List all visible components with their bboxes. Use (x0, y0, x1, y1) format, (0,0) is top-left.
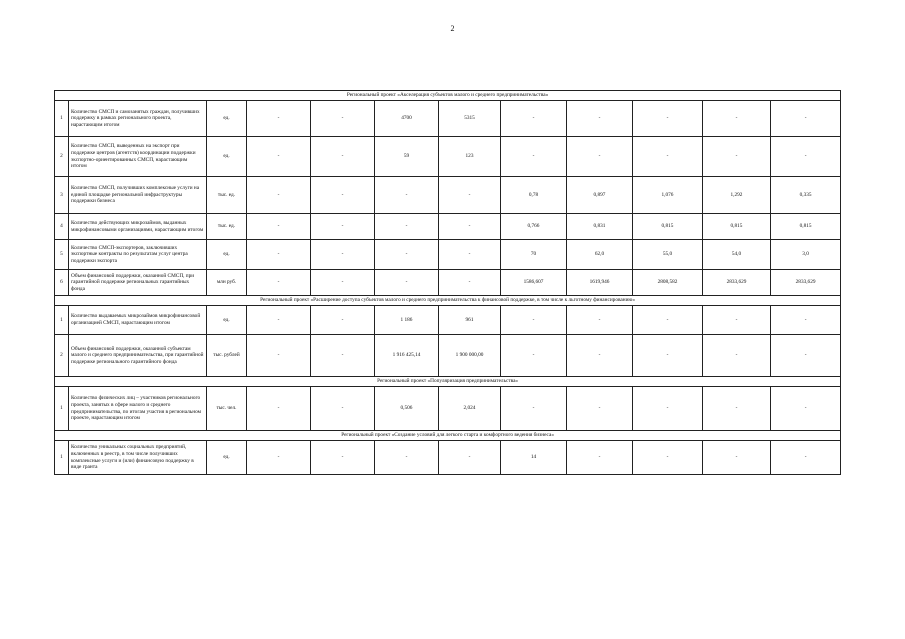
value-cell: - (633, 101, 703, 137)
value-cell: - (247, 240, 311, 270)
value-cell: - (311, 101, 375, 137)
table-row (55, 177, 841, 214)
value-cell: 0,335 (771, 177, 841, 214)
indicator-name: Объем финансовой поддержки, оказанной субъектам малого и среднего предпринимательства, при гарантийной поддержке регионального гарантийного фонда (69, 335, 207, 377)
value-cell: 1 900 000,00 (439, 335, 501, 377)
value-cell: 2808,582 (633, 270, 703, 296)
indicators-table (54, 90, 841, 475)
value-cell: - (633, 335, 703, 377)
value-cell: - (247, 441, 311, 475)
value-cell: 1 186 (375, 306, 439, 335)
unit-cell: ед. (207, 137, 247, 177)
indicator-name: Количество СМСП, выведенных на экспорт при поддержке центров (агентств) координации поддержки экспортно-ориентированных СМСП, нарастающим итогом (69, 137, 207, 177)
value-cell: - (633, 306, 703, 335)
section-header-row (55, 91, 841, 101)
value-cell: 54,0 (703, 240, 771, 270)
table-row (55, 306, 841, 335)
value-cell: - (633, 387, 703, 431)
value-cell: 961 (439, 306, 501, 335)
value-cell: - (439, 270, 501, 296)
value-cell: 0,78 (501, 177, 567, 214)
section-header-row (55, 296, 841, 306)
value-cell: 0,506 (375, 387, 439, 431)
value-cell: - (439, 441, 501, 475)
value-cell: - (375, 240, 439, 270)
unit-cell: ед. (207, 240, 247, 270)
value-cell: - (247, 306, 311, 335)
value-cell: - (703, 441, 771, 475)
unit-cell: ед. (207, 441, 247, 475)
section-title: Региональный проект «Расширение доступа субъектов малого и среднего предпринимательства к финансовой поддержке, в том числе к льготному финансированию» (55, 296, 841, 306)
value-cell: - (567, 137, 633, 177)
value-cell: - (567, 335, 633, 377)
value-cell: - (771, 137, 841, 177)
value-cell: - (501, 137, 567, 177)
value-cell: 1619,946 (567, 270, 633, 296)
value-cell: - (247, 214, 311, 240)
value-cell: - (439, 214, 501, 240)
unit-cell: млн руб. (207, 270, 247, 296)
unit-cell: тыс. рублей (207, 335, 247, 377)
value-cell: - (311, 177, 375, 214)
value-cell: - (311, 240, 375, 270)
value-cell: - (247, 270, 311, 296)
value-cell: 0,815 (633, 214, 703, 240)
value-cell: - (501, 101, 567, 137)
unit-cell: тыс. чел. (207, 387, 247, 431)
section-title: Региональный проект «Создание условий для легкого старта и комфортного ведения бизнеса» (55, 431, 841, 441)
value-cell: 0,831 (567, 214, 633, 240)
row-number: 1 (55, 306, 69, 335)
section-title: Региональный проект «Акселерация субъектов малого и среднего предпринимательства» (55, 91, 841, 101)
indicator-name: Количество СМСП-экспортеров, заключивших экспортные контракты по результатам услуг центра поддержки экспорта (69, 240, 207, 270)
section-header-row (55, 431, 841, 441)
value-cell: 0,815 (703, 214, 771, 240)
row-number: 6 (55, 270, 69, 296)
table-row (55, 441, 841, 475)
indicator-name: Объем финансовой поддержки, оказанной СМСП, при гарантийной поддержке региональных гарантийных фонда (69, 270, 207, 296)
value-cell: - (247, 137, 311, 177)
row-number: 3 (55, 177, 69, 214)
unit-cell: тыс. ед. (207, 214, 247, 240)
value-cell: - (375, 441, 439, 475)
unit-cell: ед. (207, 101, 247, 137)
value-cell: 4700 (375, 101, 439, 137)
value-cell: 1,076 (633, 177, 703, 214)
value-cell: 0,766 (501, 214, 567, 240)
value-cell: - (311, 441, 375, 475)
value-cell: - (703, 387, 771, 431)
value-cell: - (311, 387, 375, 431)
section-title: Региональный проект «Популяризация предпринимательства» (55, 377, 841, 387)
value-cell: 0,897 (567, 177, 633, 214)
value-cell: - (567, 306, 633, 335)
value-cell: - (501, 387, 567, 431)
value-cell: 14 (501, 441, 567, 475)
indicator-name: Количество уникальных социальных предприятий, включенных в реестр, в том числе получивших комплексные услуги и (или) финансовую поддержку в виде гранта (69, 441, 207, 475)
value-cell: - (771, 335, 841, 377)
value-cell: - (311, 270, 375, 296)
value-cell: 3,0 (771, 240, 841, 270)
value-cell: - (311, 306, 375, 335)
value-cell: - (247, 177, 311, 214)
row-number: 2 (55, 137, 69, 177)
value-cell: - (771, 101, 841, 137)
value-cell: - (311, 335, 375, 377)
value-cell: - (311, 214, 375, 240)
value-cell: 1 916 425,14 (375, 335, 439, 377)
value-cell: - (703, 306, 771, 335)
table-row (55, 137, 841, 177)
value-cell: 0,815 (771, 214, 841, 240)
value-cell: - (703, 101, 771, 137)
table-row (55, 270, 841, 296)
table-row (55, 335, 841, 377)
table-row (55, 214, 841, 240)
value-cell: - (247, 101, 311, 137)
value-cell: 2833,629 (703, 270, 771, 296)
section-header-row (55, 377, 841, 387)
value-cell: 70 (501, 240, 567, 270)
value-cell: 62,0 (567, 240, 633, 270)
row-number: 1 (55, 101, 69, 137)
value-cell: - (375, 270, 439, 296)
value-cell: - (633, 441, 703, 475)
row-number: 2 (55, 335, 69, 377)
page-number: 2 (450, 24, 455, 33)
row-number: 5 (55, 240, 69, 270)
value-cell: - (703, 335, 771, 377)
value-cell: 123 (439, 137, 501, 177)
table-row (55, 240, 841, 270)
unit-cell: ед. (207, 306, 247, 335)
row-number: 1 (55, 387, 69, 431)
indicator-name: Количество СМСП и самозанятых граждан, получивших поддержку в рамках регионального проекта, нарастающим итогом (69, 101, 207, 137)
value-cell: - (703, 137, 771, 177)
value-cell: 59 (375, 137, 439, 177)
value-cell: - (567, 101, 633, 137)
value-cell: - (771, 387, 841, 431)
value-cell: - (771, 441, 841, 475)
indicator-name: Количество СМСП, получивших комплексные услуги на единой площадке региональной инфраструктуры поддержки бизнеса (69, 177, 207, 214)
value-cell: - (771, 306, 841, 335)
value-cell: 2,024 (439, 387, 501, 431)
indicator-name: Количество действующих микрозаймов, выданных микрофинансовыми организациями, нарастающим итогом (69, 214, 207, 240)
unit-cell: тыс. ед. (207, 177, 247, 214)
value-cell: - (375, 177, 439, 214)
value-cell: 1586,607 (501, 270, 567, 296)
value-cell: - (375, 214, 439, 240)
table-row (55, 101, 841, 137)
value-cell: - (633, 137, 703, 177)
value-cell: - (567, 387, 633, 431)
value-cell: 55,0 (633, 240, 703, 270)
value-cell: - (501, 306, 567, 335)
value-cell: 2833,629 (771, 270, 841, 296)
value-cell: 1,292 (703, 177, 771, 214)
value-cell: - (501, 335, 567, 377)
row-number: 4 (55, 214, 69, 240)
indicator-name: Количество выдаваемых микрозаймов микрофинансовой организацией СМСП, нарастающим итогом (69, 306, 207, 335)
value-cell: 5315 (439, 101, 501, 137)
value-cell: - (439, 177, 501, 214)
value-cell: - (247, 387, 311, 431)
value-cell: - (439, 240, 501, 270)
table-row (55, 387, 841, 431)
value-cell: - (311, 137, 375, 177)
value-cell: - (247, 335, 311, 377)
row-number: 1 (55, 441, 69, 475)
indicator-name: Количество физических лиц – участников регионального проекта, занятых в сфере малого и среднего предпринимательства, по итогам участия в региональном проекте, нарастающим итогом (69, 387, 207, 431)
value-cell: - (567, 441, 633, 475)
